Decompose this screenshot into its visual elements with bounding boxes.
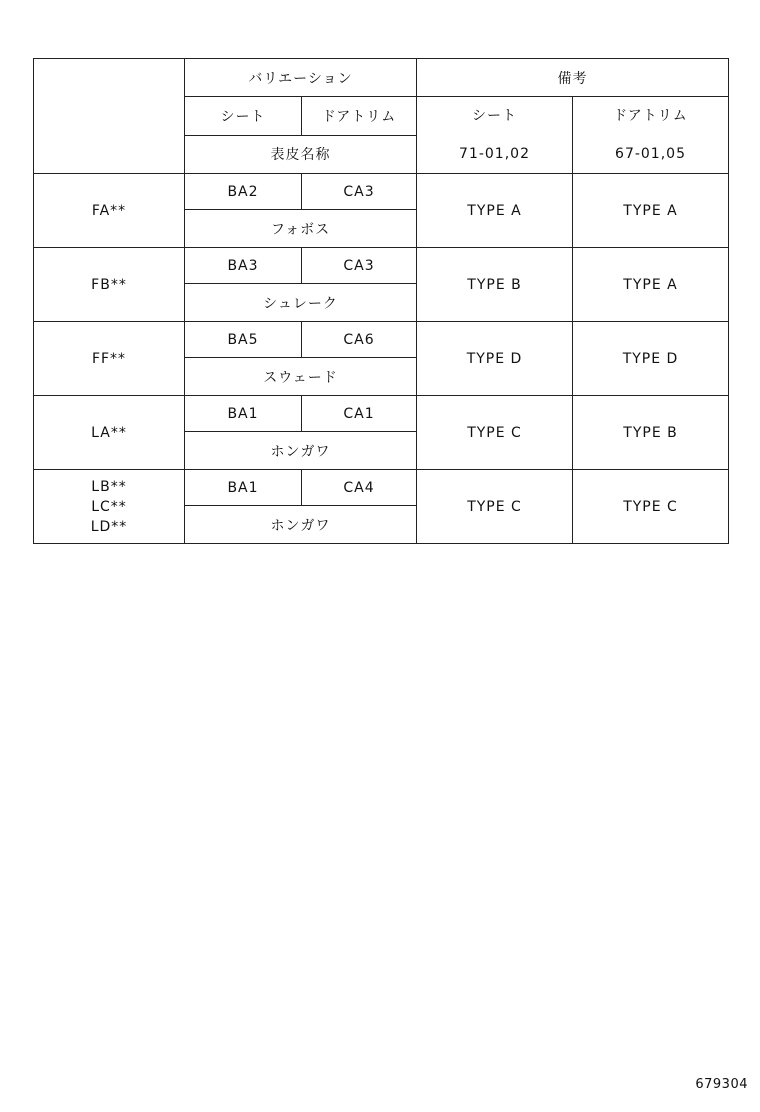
skin-name-header: 表皮名称	[185, 135, 417, 174]
remarks-header: 備考	[417, 59, 729, 97]
material-cell: フォボス	[185, 210, 417, 248]
seat-code-cell: BA5	[185, 322, 302, 358]
door-code-cell: CA3	[302, 174, 417, 210]
table-row	[34, 174, 729, 210]
model-code: LB**	[91, 478, 127, 495]
model-code: FB**	[91, 276, 127, 293]
model-cell	[34, 470, 185, 544]
seat-remark-date: 71-01,02	[459, 146, 530, 162]
table-row	[34, 322, 729, 358]
door-code-cell: CA3	[302, 248, 417, 284]
material-cell: ホンガワ	[185, 506, 417, 544]
door-code-cell: CA4	[302, 470, 417, 506]
seat-type-cell: TYPE C	[417, 396, 573, 470]
door-type-cell: TYPE A	[573, 248, 729, 322]
door-type-cell: TYPE A	[573, 174, 729, 248]
model-code: FF**	[91, 350, 127, 367]
seat-code-cell: BA2	[185, 174, 302, 210]
table-row	[34, 470, 729, 506]
door-code-cell: CA1	[302, 396, 417, 432]
seat-type-cell: TYPE B	[417, 248, 573, 322]
seat-remark-header	[417, 97, 573, 174]
door-type-cell: TYPE B	[573, 396, 729, 470]
model-code: LA**	[91, 424, 127, 441]
model-code: FA**	[91, 202, 127, 219]
variation-header: バリエーション	[185, 59, 417, 97]
seat-code-cell: BA3	[185, 248, 302, 284]
material-cell: ホンガワ	[185, 432, 417, 470]
seat-type-cell: TYPE A	[417, 174, 573, 248]
model-cell	[34, 248, 185, 322]
door-trim-remark-header	[573, 97, 729, 174]
door-trim-header: ドアトリム	[302, 97, 417, 136]
door-code-cell: CA6	[302, 322, 417, 358]
model-cell	[34, 322, 185, 396]
model-cell	[34, 396, 185, 470]
model-cell	[34, 174, 185, 248]
door-trim-remark-label: ドアトリム	[613, 108, 688, 124]
variation-table	[33, 58, 729, 544]
material-cell: シュレーク	[185, 284, 417, 322]
seat-code-cell: BA1	[185, 470, 302, 506]
door-type-cell: TYPE C	[573, 470, 729, 544]
material-cell: スウェード	[185, 358, 417, 396]
model-code: LD**	[90, 518, 128, 535]
seat-remark-label: シート	[472, 108, 518, 124]
seat-type-cell: TYPE D	[417, 322, 573, 396]
corner-blank-cell	[34, 59, 185, 174]
seat-code-cell: BA1	[185, 396, 302, 432]
seat-header: シート	[185, 97, 302, 136]
door-type-cell: TYPE D	[573, 322, 729, 396]
door-trim-remark-date: 67-01,05	[615, 146, 686, 162]
seat-type-cell: TYPE C	[417, 470, 573, 544]
table-row	[34, 248, 729, 284]
model-code: LC**	[91, 498, 127, 515]
image-code: 679304	[695, 1077, 748, 1092]
table-row	[34, 396, 729, 432]
